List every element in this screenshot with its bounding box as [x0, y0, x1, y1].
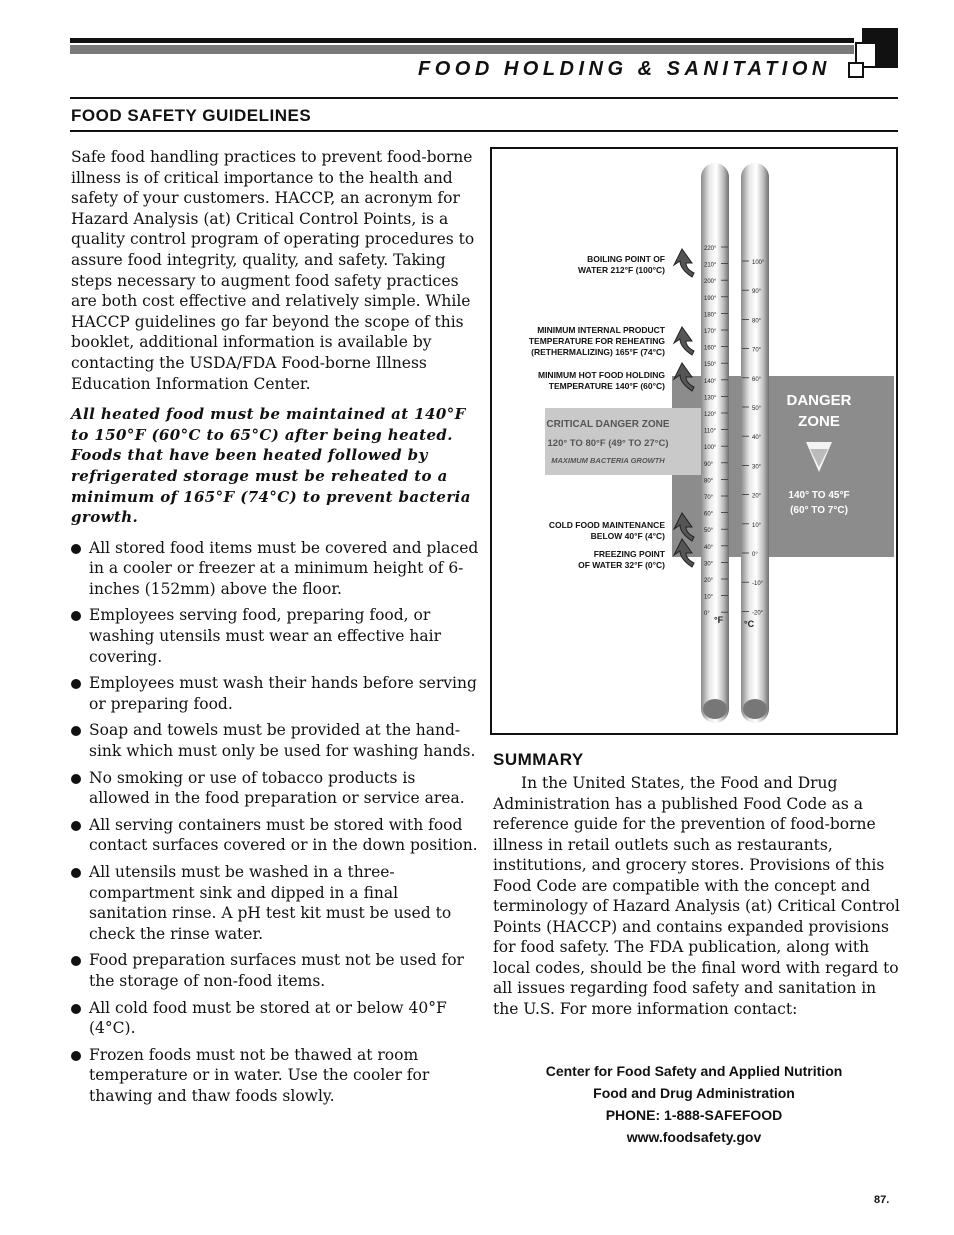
celsius-tick-label: 30° [752, 464, 762, 471]
fahrenheit-tick-label: 60° [704, 511, 714, 518]
celsius-unit: °C [744, 619, 755, 629]
thermometer-figure [490, 147, 898, 735]
fahrenheit-tick-label: 160° [704, 345, 717, 352]
fahrenheit-bulb [703, 699, 727, 719]
fahrenheit-tick-label: 90° [704, 461, 714, 468]
summary-paragraph: In the United States, the Food and Drug Administration has a published Food Code as a reference guide for the prevention of food-borne illness in retail outlets such as restaurants, institutions, and grocery stores. Provisions of this Food Code are compatible with the concept and terminology of Hazard Analysis (at) Critical Control Points (HACCP) and contains expanded provisions for food safety. The FDA publication, along with local codes, should be the final word with regard to all issues regarding food safety and sanitation in the U.S. For more information contact: [493, 774, 900, 1018]
fahrenheit-tick-label: 140° [704, 378, 717, 385]
boiling-label-2: WATER 212°F (100°C) [578, 265, 665, 275]
celsius-tick-label: 100° [752, 260, 765, 266]
section-rule [70, 130, 898, 132]
intro-paragraph: Safe food handling practices to prevent food-borne illness is of critical importance to the health and safety of your customers. HACCP, an acronym for Hazard Analysis (at) Critical Control Points, is a quality control program of operating procedures to assure food integrity, quality, and safety. Taking steps necessary to augment food safety practices are both cost effective and relatively simple. While HACCP guidelines go far beyond the scope of this booklet, additional information is available by contacting the USDA/FDA Food-borne Illness Education Information Center. [71, 148, 475, 393]
page-number: 87. [874, 1194, 890, 1206]
critical-zone-title: CRITICAL DANGER ZONE [546, 419, 670, 430]
page-title: FOOD HOLDING & SANITATION [418, 58, 831, 80]
fahrenheit-tick-label: 20° [704, 578, 714, 584]
list-item: Employees must wash their hands before serving or preparing food. [71, 673, 481, 714]
celsius-tick-label: 60° [752, 376, 762, 383]
celsius-tick-label: -10° [752, 581, 764, 588]
list-item: All stored food items must be covered and placed in a cooler or freezer at a minimum height of 6-inches (152mm) above the floor. [71, 538, 481, 600]
fahrenheit-tick-label: 100° [704, 445, 717, 452]
fahrenheit-tick-label: 0° [704, 611, 710, 618]
celsius-tick-label: 90° [752, 289, 762, 296]
freezing-label-2: OF WATER 32°F (0°C) [578, 560, 665, 570]
thermometer-illustration [492, 149, 896, 733]
critical-zone-range: 120° TO 80°F (49° TO 27°C) [547, 438, 669, 449]
celsius-tick-label: 50° [752, 406, 762, 412]
fahrenheit-tick-label: 220° [704, 246, 717, 252]
fahrenheit-tick-label: 120° [704, 412, 717, 418]
celsius-tick-label: 10° [752, 522, 762, 529]
celsius-tube [741, 163, 769, 723]
contact-phone: PHONE: 1-888-SAFEFOOD [605, 1107, 783, 1123]
list-item: Food preparation surfaces must not be used for the storage of non-food items. [71, 950, 481, 991]
contact-block [490, 1060, 898, 1148]
fahrenheit-tick-label: 200° [704, 279, 717, 286]
guideline-list [71, 538, 481, 1107]
celsius-tick-label: 80° [752, 318, 762, 325]
fahrenheit-tick-label: 210° [704, 262, 717, 269]
fahrenheit-tick-label: 50° [704, 528, 714, 535]
danger-zone-range-2: (60° TO 7°C) [790, 505, 848, 516]
celsius-tick-label: 20° [752, 493, 762, 500]
fahrenheit-tick-label: 190° [704, 295, 717, 302]
reheat-label-2: TEMPERATURE FOR REHEATING [528, 336, 665, 346]
boiling-label-1: BOILING POINT OF [587, 254, 665, 264]
header-bar-gray [70, 45, 854, 54]
celsius-tick-label: 70° [752, 347, 762, 354]
left-column [71, 147, 481, 1113]
list-item: Employees serving food, preparing food, or washing utensils must wear an effective hair covering. [71, 605, 481, 667]
danger-zone-title-2: ZONE [798, 413, 840, 430]
list-item: All serving containers must be stored with food contact surfaces covered or in the down position. [71, 815, 481, 856]
danger-zone-range-1: 140° TO 45°F [788, 490, 850, 501]
fahrenheit-tick-label: 10° [704, 594, 714, 601]
header-bar-black [70, 38, 854, 43]
critical-zone-note: MAXIMUM BACTERIA GROWTH [551, 456, 665, 465]
fahrenheit-tick-label: 130° [704, 395, 717, 402]
summary-title: SUMMARY [493, 750, 584, 769]
section-title: FOOD SAFETY GUIDELINES [71, 106, 312, 125]
cold-label-1: COLD FOOD MAINTENANCE [548, 520, 665, 530]
hot-holding-label-2: TEMPERATURE 140°F (60°C) [548, 381, 665, 391]
fahrenheit-tick-label: 170° [704, 329, 717, 335]
cold-label-2: BELOW 40°F (4°C) [590, 531, 665, 541]
celsius-tick-label: 0° [752, 552, 758, 558]
reheat-arrow-icon [674, 327, 694, 355]
hot-holding-label-1: MINIMUM HOT FOOD HOLDING [537, 370, 665, 380]
fahrenheit-tick-label: 110° [704, 428, 716, 435]
fahrenheit-tick-label: 30° [704, 561, 714, 568]
title-rule [70, 97, 898, 99]
list-item: All utensils must be washed in a three-compartment sink and dipped in a final sanitation rinse. A pH test kit must be used to check the rinse water. [71, 862, 481, 944]
emphasis-paragraph: All heated food must be maintained at 140°F to 150°F (60°C to 65°C) after being heated. Foods that have been heated followed by refrigerated storage must be reheated to a minimum of 165°F (74°C) to prevent bacteria growth. [71, 405, 471, 527]
fahrenheit-tick-label: 40° [704, 544, 714, 551]
fahrenheit-tick-label: 180° [704, 312, 717, 319]
header-corner-square [848, 62, 864, 78]
contact-org: Center for Food Safety and Applied Nutrition [545, 1063, 843, 1079]
fahrenheit-tick-label: 70° [704, 495, 714, 501]
list-item: Soap and towels must be provided at the hand-sink which must only be used for washing hands. [71, 720, 481, 761]
fahrenheit-tick-label: 80° [704, 478, 714, 485]
celsius-tick-label: 40° [752, 435, 762, 442]
reheat-label-3: (RETHERMALIZING) 165°F (74°C) [531, 347, 665, 357]
reheat-label-1: MINIMUM INTERNAL PRODUCT [537, 325, 665, 335]
contact-agency: Food and Drug Administration [593, 1085, 795, 1101]
list-item: Frozen foods must not be thawed at room temperature or in water. Use the cooler for thawing and thaw foods slowly. [71, 1045, 481, 1107]
contact-website[interactable]: www.foodsafety.gov [626, 1129, 762, 1145]
celsius-bulb [743, 699, 767, 719]
celsius-tick-label: -20° [752, 610, 764, 617]
danger-zone-title-1: DANGER [786, 392, 852, 409]
fahrenheit-unit: °F [714, 615, 724, 625]
fahrenheit-tick-label: 150° [704, 362, 717, 369]
boiling-arrow-icon [674, 249, 694, 277]
list-item: No smoking or use of tobacco products is allowed in the food preparation or service area. [71, 768, 481, 809]
list-item: All cold food must be stored at or below 40°F (4°C). [71, 998, 481, 1039]
freezing-label-1: FREEZING POINT [593, 549, 665, 559]
